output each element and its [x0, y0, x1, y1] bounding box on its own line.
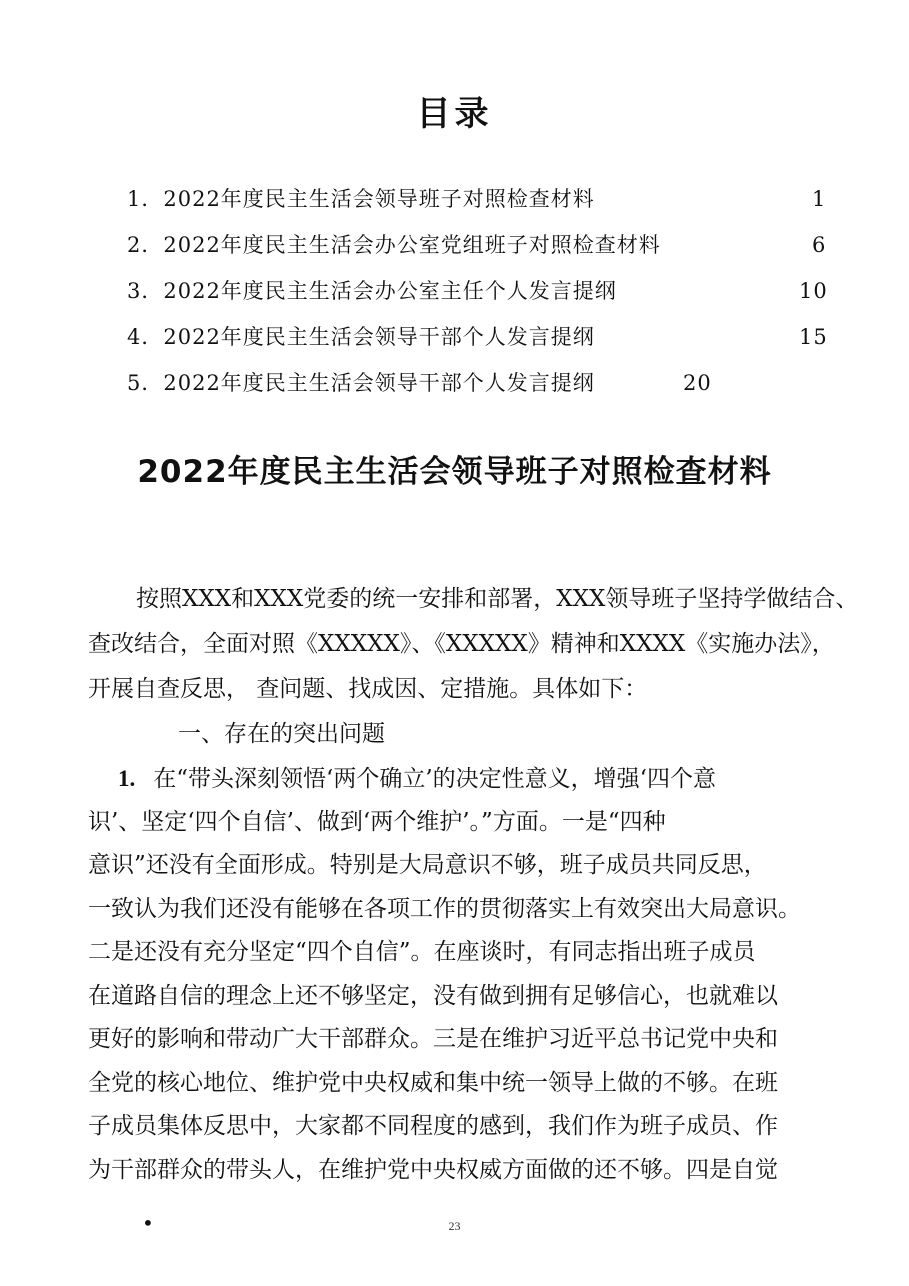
paragraph-line: 在“带头深刻领悟‘两个确立’的决定性意义，增强‘四个意: [153, 766, 716, 792]
toc-entry-page: 20: [683, 371, 712, 395]
toc-entry-page: 1: [812, 187, 827, 211]
footer-bullet: •: [142, 1211, 154, 1235]
paragraph-line: 为干部群众的带头人，在维护党中央权威方面做的还不够。四是自觉: [88, 1156, 778, 1183]
document-title: 2022年度民主生活会领导班子对照检查材料: [137, 454, 772, 490]
toc-title: 目录: [416, 94, 493, 134]
toc-entry-page: 10: [799, 279, 828, 303]
paragraph-line: 意识”还没有全面形成。特别是大局意识不够，班子成员共同反思，: [88, 852, 767, 878]
toc-entry[interactable]: [0, 360, 909, 406]
item-number: 1.: [118, 766, 136, 791]
toc-entry-page: 15: [799, 325, 828, 349]
paragraph-line: 查改结合，全面对照《XXXXX》、《XXXXX》精神和XXXX《实施办法》，: [88, 631, 835, 657]
paragraph-line: 开展自查反思， 查问题、找成因、定措施。具体如下：: [88, 676, 648, 702]
paragraph-line: 全党的核心地位、维护党中央权威和集中统一领导上做的不够。在班: [88, 1069, 778, 1096]
section-heading: 一、存在的突出问题: [178, 721, 385, 747]
toc-entry[interactable]: [0, 314, 909, 360]
paragraph-line: 识’、坚定‘四个自信’、做到‘两个维护’。”方面。一是“四种: [88, 808, 666, 835]
toc-entry[interactable]: [0, 268, 909, 314]
paragraph-line: 按照XXX和XXX党委的统一安排和部署，XXX领导班子坚持学做结合、: [136, 586, 859, 612]
page-number: 23: [448, 1219, 461, 1233]
paragraph-line: 一致认为我们还没有能够在各项工作的贯彻落实上有效突出大局意识。: [88, 895, 801, 922]
intro-paragraph: [88, 577, 858, 712]
toc-entry-page: 6: [812, 233, 827, 257]
paragraph-line: 子成员集体反思中，大家都不同程度的感到，我们作为班子成员、作: [88, 1113, 778, 1139]
item-paragraph: [88, 757, 858, 1192]
toc-entry-label: 1．2022年度民主生活会领导班子对照检查材料: [127, 187, 595, 211]
toc-entry-label: 3．2022年度民主生活会办公室主任个人发言提纲: [127, 279, 617, 303]
toc-entry-label: 4．2022年度民主生活会领导干部个人发言提纲: [127, 325, 595, 349]
toc-entry[interactable]: [0, 176, 909, 222]
toc-entry-label: 2．2022年度民主生活会办公室党组班子对照检查材料: [127, 233, 661, 257]
paragraph-line: 二是还没有充分坚定“四个自信”。在座谈时，有同志指出班子成员: [88, 939, 756, 965]
paragraph-line: 更好的影响和带动广大干部群众。三是在维护习近平总书记党中央和: [88, 1026, 778, 1052]
toc-entry-label: 5．2022年度民主生活会领导干部个人发言提纲: [127, 371, 595, 395]
paragraph-first-line: [88, 757, 858, 801]
toc-list: [0, 176, 909, 406]
toc-entry[interactable]: [0, 222, 909, 268]
paragraph-line: 在道路自信的理念上还不够坚定，没有做到拥有足够信心，也就难以: [88, 982, 778, 1009]
